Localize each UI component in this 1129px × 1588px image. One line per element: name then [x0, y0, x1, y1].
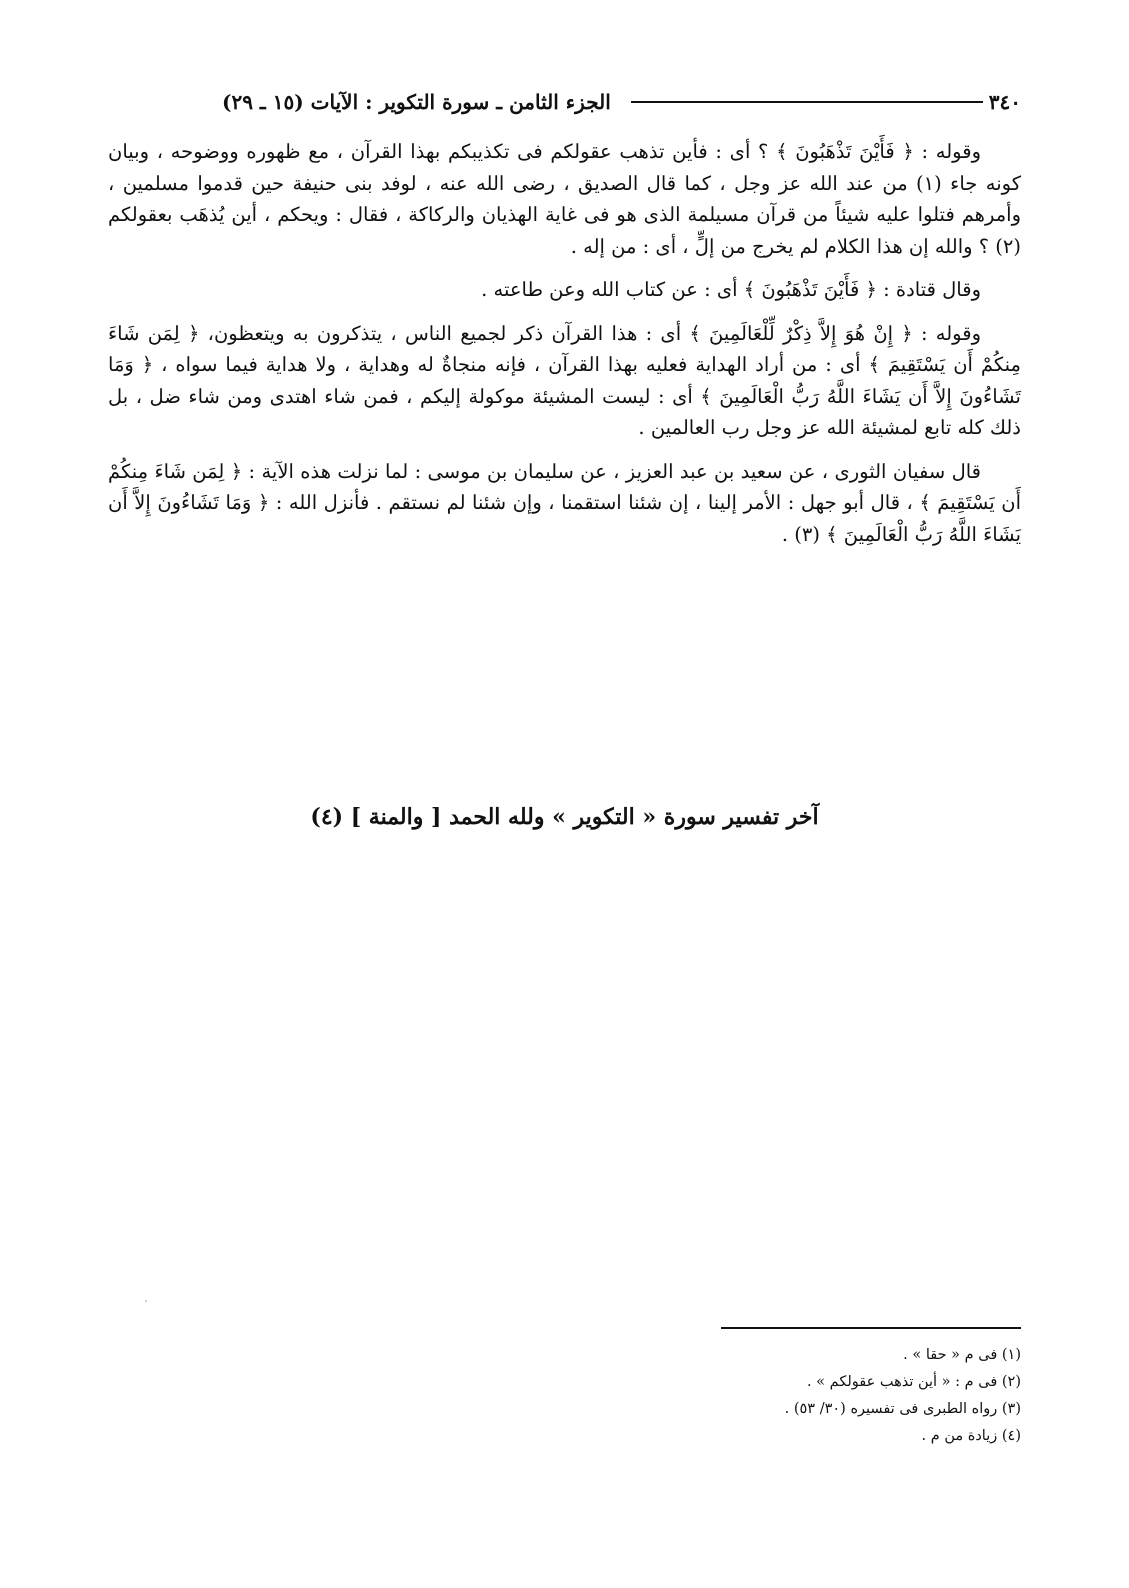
paragraph: وقوله : ﴿ إِنْ هُوَ إِلاَّ ذِكْرٌ لِّلْعَالَمِينَ ﴾ أى : هذا القرآن ذكر لجميع الناس ، يتذكرون به ويتعظون، ﴿ لِمَن شَاءَ مِنكُمْ أَن يَسْتَقِيمَ ﴾ أى : من أراد الهداية فعليه بهذا القرآن ، فإنه منجاةٌ له وهداية ، ولا هداية فيما سواه ، ﴿ وَمَا تَشَاءُونَ إِلاَّ أَن يَشَاءَ اللَّهُ رَبُّ الْعَالَمِينَ ﴾ أى : ليست المشيئة موكولة إليكم ، فمن شاء اهتدى ومن شاء ضل ، بل ذلك كله تابع لمشيئة الله عز وجل رب العالمين .: [108, 321, 1021, 439]
main-text: [108, 136, 1021, 562]
footnote: (٢) فى م : « أين تذهب عقولكم » .: [806, 1374, 1021, 1390]
page-number: ٣٤٠: [988, 90, 1021, 114]
paragraph: وقال قتادة : ﴿ فَأَيْنَ تَذْهَبُونَ ﴾ أى : عن كتاب الله وعن طاعته .: [481, 278, 981, 301]
running-title: الجزء الثامن ـ سورة التكوير : الآيات (١٥ ـ ٢٩): [222, 90, 611, 114]
surah-closing-line: آخر تفسير سورة « التكوير » ولله الحمد [ والمنة ] (٤): [310, 804, 819, 830]
scan-speck: [145, 1300, 147, 1302]
footnote: (٣) رواه الطبرى فى تفسيره (٣٠/ ٥٣) .: [784, 1401, 1021, 1417]
paragraph: قال سفيان الثورى ، عن سعيد بن عبد العزيز ، عن سليمان بن موسى : لما نزلت هذه الآية : ﴿ لِمَن شَاءَ مِنكُمْ أَن يَسْتَقِيمَ ﴾ ، قال أبو جهل : الأمر إلينا ، إن شئنا استقمنا ، وإن شئنا لم نستقم . فأنزل الله : ﴿ وَمَا تَشَاءُونَ إِلاَّ أَن يَشَاءَ اللَّهُ رَبُّ الْعَالَمِينَ ﴾ (٣) .: [108, 459, 1021, 546]
header-rule: [631, 101, 983, 103]
footnote-rule: [721, 1327, 1021, 1329]
page-header: [108, 84, 1021, 120]
footnote: (٤) زيادة من م .: [921, 1428, 1021, 1444]
paragraph: وقوله : ﴿ فَأَيْنَ تَذْهَبُونَ ﴾ ؟ أى : فأين تذهب عقولكم فى تكذيبكم بهذا القرآن ، مع ظهوره ووضوحه ، وبيان كونه جاء (١) من عند الله عز وجل ، كما قال الصديق ، رضى الله عنه ، لوفد بنى حنيفة حين قدموا مسلمين ، وأمرهم فتلوا عليه شيئاً من قرآن مسيلمة الذى هو فى غاية الهذيان والركاكة ، فقال : ويحكم ، أين يُذهَب بعقولكم (٢) ؟ والله إن هذا الكلام لم يخرج من إلٍّ ، أى : من إله .: [108, 140, 1021, 258]
footnote: (١) فى م « حقا » .: [903, 1347, 1021, 1363]
footnotes: [521, 1342, 1021, 1450]
